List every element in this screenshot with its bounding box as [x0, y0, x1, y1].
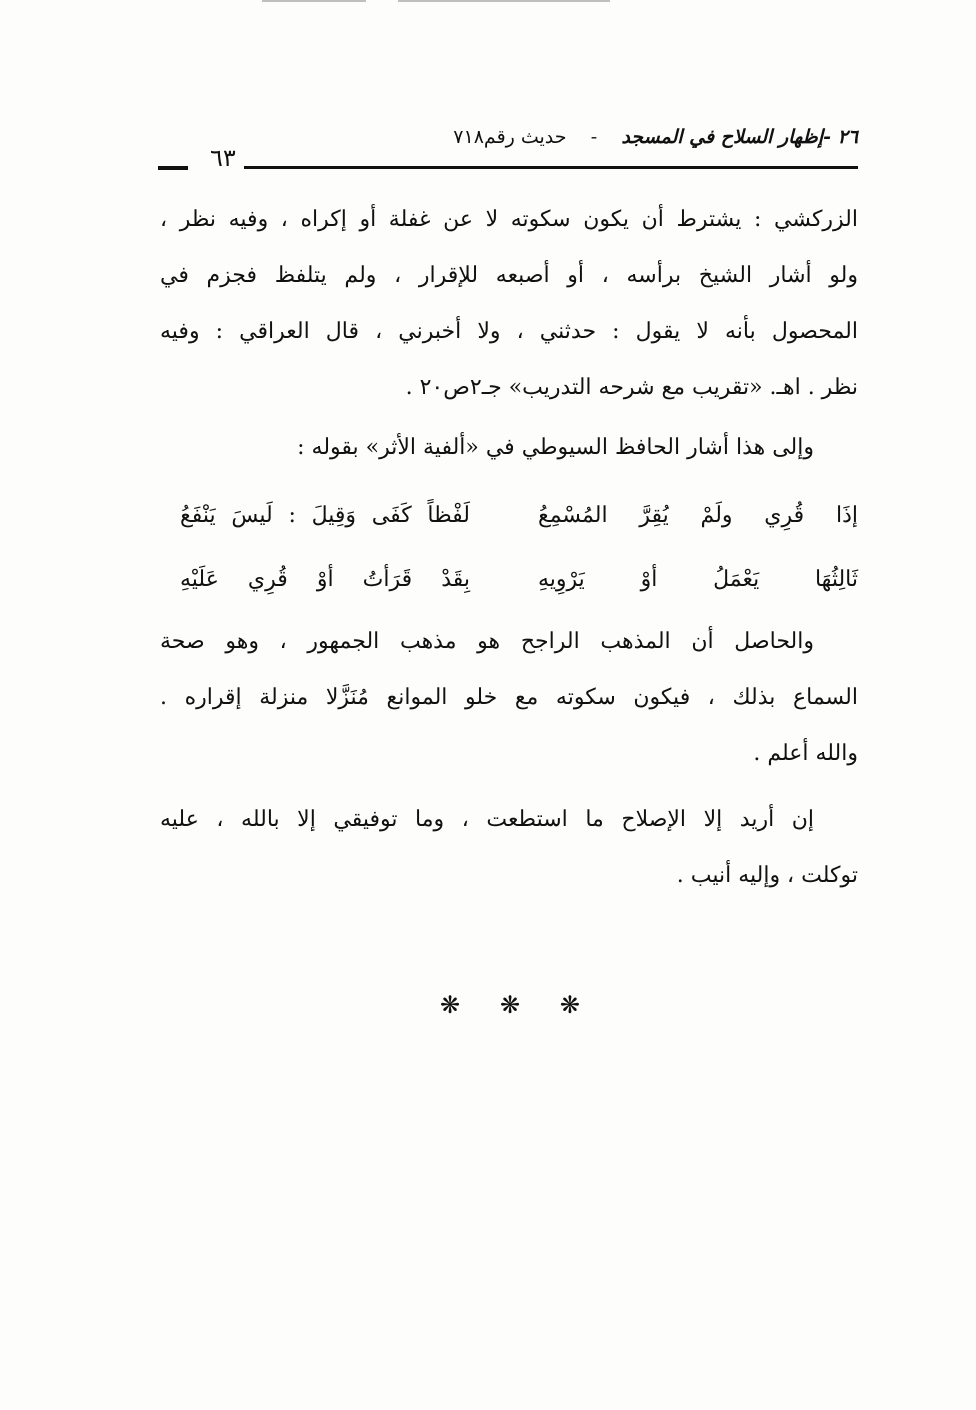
- verse-first-hemistich: ثَالِثُهَا يَعْمَلُ أوْ يَرْوِيهِ: [538, 567, 858, 592]
- header-separator: -: [590, 126, 598, 148]
- text-line: ولو أشار الشيخ برأسه ، أو أصبعه للإقرار ، ولم يتلفظ فجزم في: [160, 263, 858, 288]
- verse-second-hemistich: بِقَدْ قَرَأتُ أوْ قُرِي عَلَيْهِ: [180, 567, 470, 592]
- text-line: السماع بذلك ، فيكون سكوته مع خلو الموانع مُنَزَّلا منزلة إقراره .: [160, 685, 858, 710]
- text-line: توكلت ، وإليه أنيب .: [676, 863, 858, 888]
- page-number: ٦٣: [210, 144, 236, 172]
- text-line: والله أعلم .: [753, 741, 858, 766]
- verse-first-hemistich: إذَا قُرِي ولَمْ يُقِرَّ المُسْمِعُ: [538, 503, 858, 528]
- asterism-icon: ❋: [440, 991, 461, 1019]
- text-line: نظر . اهـ. «تقريب مع شرحه التدريب» جـ٢ص٢٠ .: [405, 375, 858, 400]
- header-rule-short: [158, 166, 188, 170]
- paragraph-closing-prayer: [160, 792, 858, 904]
- paragraph-zarkashi: [160, 192, 858, 416]
- text-line: إن أريد إلا الإصلاح ما استطعت ، وما توفيقي إلا بالله ، عليه: [160, 807, 814, 832]
- section-ornament: [440, 990, 580, 1020]
- running-title: ٢٦ -إظهار السلاح في المسجد: [621, 126, 858, 148]
- text-line: وإلى هذا أشار الحافظ السيوطي في «ألفية الأثر» بقوله :: [297, 435, 814, 460]
- verse-second-hemistich: لَفْظاً كَفَى وَقِيلَ : لَيسَ يَنْفَعُ: [180, 503, 470, 528]
- intro-line: [160, 420, 858, 476]
- asterism-icon: ❋: [559, 991, 580, 1019]
- page-header: [158, 124, 858, 184]
- text-line: المحصول بأنه لا يقول : حدثني ، ولا أخبرني ، قال العراقي : وفيه: [160, 319, 858, 344]
- asterism-icon: ❋: [499, 991, 521, 1019]
- top-rule-right: [398, 0, 610, 2]
- text-line: والحاصل أن المذهب الراجح هو مذهب الجمهور ، وهو صحة: [160, 629, 814, 654]
- header-rule-long: [244, 166, 858, 169]
- running-head: [453, 124, 858, 150]
- top-rule-left: [262, 0, 366, 2]
- text-line: الزركشي : يشترط أن يكون سكوته لا عن غفلة أو إكراه ، وفيه نظر ،: [160, 207, 858, 232]
- paragraph-conclusion: [160, 614, 858, 782]
- hadith-reference: حديث رقم٧١٨: [453, 126, 567, 148]
- verse-line: [160, 488, 858, 552]
- verse-line: [160, 552, 858, 616]
